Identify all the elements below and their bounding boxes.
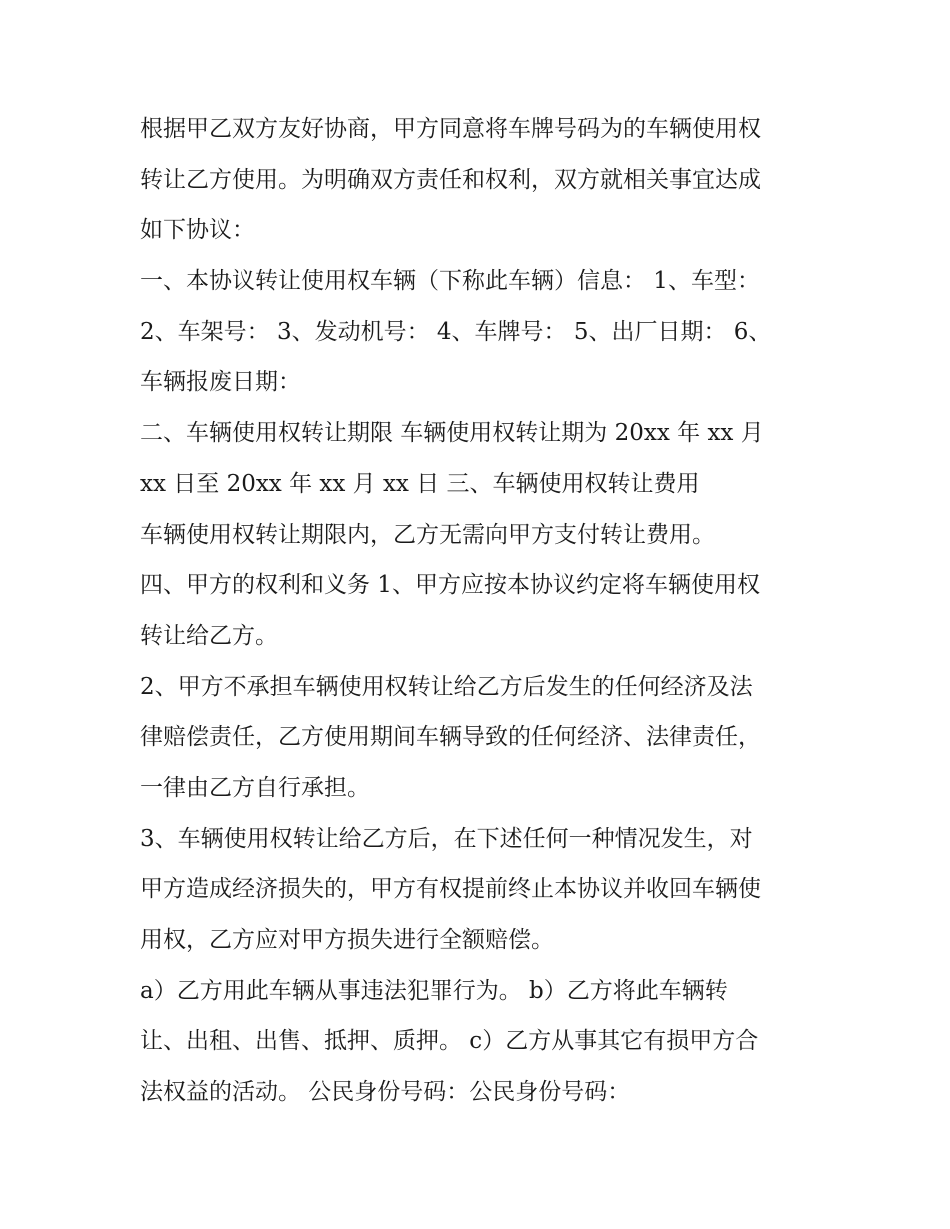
document-line: 车辆报废日期： (140, 369, 301, 396)
document-line: 一律由乙方自行承担。 (140, 774, 370, 801)
document-line: 车辆使用权转让期限内，乙方无需向甲方支付转让费用。 (140, 521, 715, 548)
document-line: 一、本协议转让使用权车辆（下称此车辆）信息： 1、车型： (140, 268, 760, 295)
document-line: 如下协议： (140, 217, 255, 244)
document-line: 3、车辆使用权转让给乙方后，在下述任何一种情况发生，对 (140, 825, 753, 852)
document-body (140, 104, 830, 1118)
document-line: 律赔偿责任，乙方使用期间车辆导致的任何经济、法律责任， (140, 724, 761, 751)
document-line: 四、甲方的权利和义务 1、甲方应按本协议约定将车辆使用权 (140, 572, 760, 599)
document-line: 转让乙方使用。为明确双方责任和权利，双方就相关事宜达成 (140, 166, 761, 193)
document-line: 根据甲乙双方友好协商，甲方同意将车牌号码为的车辆使用权 (140, 116, 761, 142)
document-line: 二、车辆使用权转让期限 车辆使用权转让期为 20xx 年 xx 月 (140, 420, 764, 447)
document-line: a）乙方用此车辆从事违法犯罪行为。 b）乙方将此车辆转 (140, 977, 728, 1004)
document-line: xx 日至 20xx 年 xx 月 xx 日 三、车辆使用权转让费用 (140, 470, 700, 497)
document-line: 甲方造成经济损失的，甲方有权提前终止本协议并收回车辆使 (140, 876, 761, 903)
document-line: 2、车架号： 3、发动机号： 4、车牌号： 5、出厂日期： 6、 (140, 318, 772, 345)
document-line: 法权益的活动。 公民身份号码：公民身份号码： (140, 1079, 631, 1106)
document-line: 2、甲方不承担车辆使用权转让给乙方后发生的任何经济及法 (140, 673, 753, 700)
document-line: 用权，乙方应对甲方损失进行全额赔偿。 (140, 927, 554, 953)
document-line: 转让给乙方。 (140, 622, 278, 649)
document-line: 让、出租、出售、抵押、质押。 c）乙方从事其它有损甲方合 (140, 1028, 759, 1055)
